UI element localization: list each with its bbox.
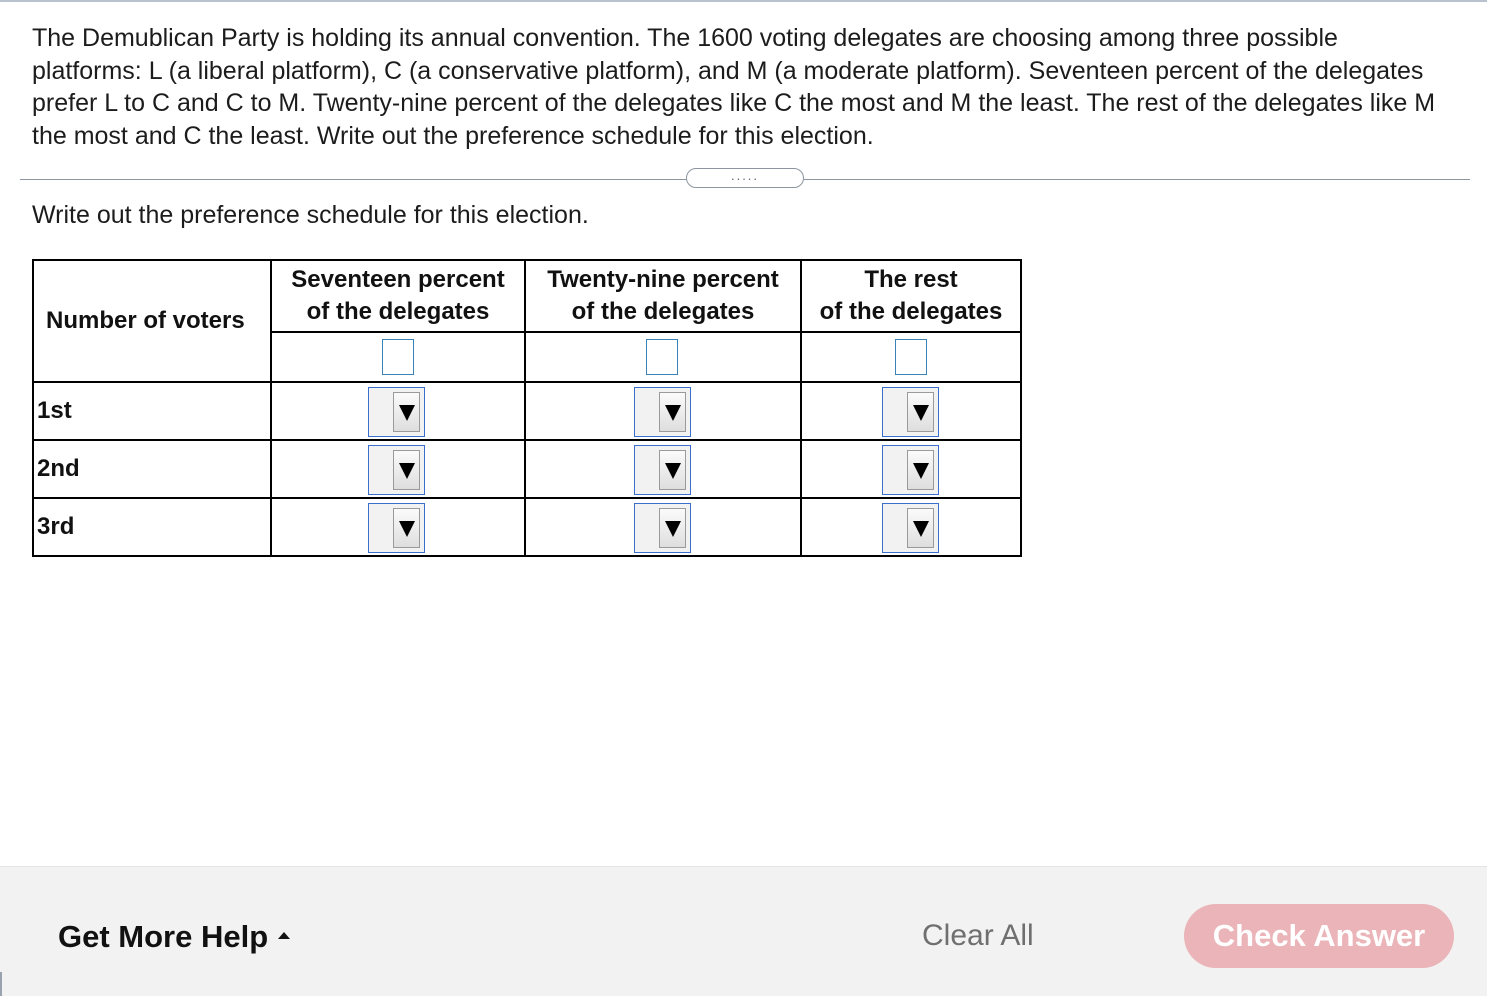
column-header-the-rest [801,260,1021,332]
get-more-help-button[interactable] [58,919,290,955]
voter-count-input-col1[interactable] [382,339,414,375]
rank-row-1st [33,382,1021,440]
rank2-col3-dropdown[interactable] [882,445,939,495]
dropdown-arrow-icon[interactable] [907,450,934,490]
column-header-seventeen-percent [271,260,525,332]
rank3-col2-dropdown[interactable] [634,503,691,553]
rank2-col1-dropdown[interactable] [368,445,425,495]
rank-cell [271,498,525,556]
window-edge [0,972,2,996]
rank3-col3-dropdown[interactable] [882,503,939,553]
rank-label: 3rd [33,498,271,556]
caret-up-icon [278,932,290,939]
number-of-voters-header: Number of voters [33,260,271,382]
dropdown-arrow-icon[interactable] [907,508,934,548]
footer-bar [0,866,1487,996]
column-header-line2: of the delegates [571,298,755,325]
rank-cell [801,382,1021,440]
column-header-line2: of the delegates [819,298,1003,325]
rank-cell [801,440,1021,498]
rank1-col1-dropdown[interactable] [368,387,425,437]
get-more-help-label: Get More Help [58,919,269,954]
answer-prompt: Write out the preference schedule for this election. [32,201,589,229]
column-header-line1: Twenty-nine percent [547,266,779,293]
column-header-line1: The rest [864,266,958,293]
dropdown-arrow-icon[interactable] [393,450,420,490]
rank-cell [525,382,801,440]
rank-cell [525,440,801,498]
voter-count-cell [271,332,525,382]
rank-cell [271,440,525,498]
voter-count-input-col2[interactable] [646,339,678,375]
column-header-twenty-nine-percent [525,260,801,332]
dropdown-arrow-icon[interactable] [907,392,934,432]
voter-count-input-col3[interactable] [895,339,927,375]
rank-row-2nd [33,440,1021,498]
preference-schedule-table [32,259,1022,557]
rank-row-3rd [33,498,1021,556]
question-text: The Demublican Party is holding its annual convention. The 1600 voting delegates are choosing among three possible platforms: L (a liberal platform), C (a conservative platform), and M (a moderate platform). Seventeen percent of the delegates prefer L to C and C to M. Twenty-nine percent of the delegates like C the most and M the least. The rest of the delegates like M the most and C the least. Write out the preference schedule for this election. [32,24,1436,150]
dropdown-arrow-icon[interactable] [393,392,420,432]
clear-all-button[interactable]: Clear All [922,919,1034,952]
table-header-row [33,260,1021,332]
dropdown-arrow-icon[interactable] [659,392,686,432]
rank1-col2-dropdown[interactable] [634,387,691,437]
column-header-line1: Seventeen percent [291,266,505,293]
voter-count-cell [525,332,801,382]
rank-label: 1st [33,382,271,440]
rank2-col2-dropdown[interactable] [634,445,691,495]
dropdown-arrow-icon[interactable] [659,508,686,548]
dropdown-arrow-icon[interactable] [393,508,420,548]
rank-cell [525,498,801,556]
check-answer-button[interactable]: Check Answer [1184,904,1454,968]
column-header-line2: of the delegates [306,298,490,325]
expand-question-button[interactable]: ..... [686,168,804,188]
rank-cell [801,498,1021,556]
rank-label: 2nd [33,440,271,498]
voter-count-cell [801,332,1021,382]
rank3-col1-dropdown[interactable] [368,503,425,553]
rank1-col3-dropdown[interactable] [882,387,939,437]
rank-cell [271,382,525,440]
dropdown-arrow-icon[interactable] [659,450,686,490]
